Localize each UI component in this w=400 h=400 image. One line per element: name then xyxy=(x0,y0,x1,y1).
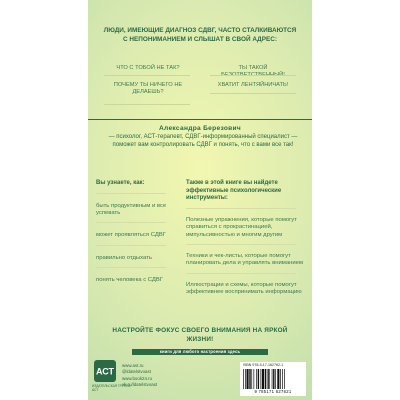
tools-item: Иллюстрации и схемы, которые помогут эффективнее воспринимать информацию xyxy=(186,281,302,296)
intro-text: ЛЮДИ, ИМЕЮЩИЕ ДИАГНОЗ СДВГ, ЧАСТО СТАЛКИВАЮТСЯ С НЕПОНИМАНИЕМ И СЛЫШАТ В СВОЙ АДРЕС: xyxy=(103,27,297,43)
book-back-cover xyxy=(88,0,312,400)
author-description: — психолог, АСТ-терапевт, СДВГ-информированный специалист — поможет вам контролировать СДВГ и понять, что с вами все так! xyxy=(108,134,298,148)
barcode-stripe xyxy=(262,369,264,389)
barcode-stripe xyxy=(256,369,257,389)
learn-heading: Вы узнаете, как: xyxy=(96,180,145,186)
barcode-stripe xyxy=(261,369,262,389)
quote-3: ПОЧЕМУ ТЫ НИЧЕГО НЕ ДЕЛАЕШЬ? xyxy=(113,82,183,96)
learn-divider xyxy=(96,245,166,246)
author-name: Александра Березович xyxy=(158,125,242,132)
quote-divider xyxy=(104,75,190,76)
quote-divider xyxy=(104,104,190,105)
learn-divider xyxy=(96,222,166,223)
barcode-stripe xyxy=(243,369,244,389)
learn-divider xyxy=(96,193,166,194)
barcode-number: 9 785171 627621 xyxy=(254,389,292,394)
learn-item: понять человека с СДВГ xyxy=(96,277,164,284)
quote-divider xyxy=(210,93,296,94)
tools-divider xyxy=(186,208,296,209)
barcode-stripe xyxy=(273,369,274,389)
barcode-stripe xyxy=(277,369,279,389)
barcode-stripe xyxy=(282,369,283,389)
quote-4: ХВАТИТ ЛЕНТЯЙНИЧАТЬ! xyxy=(217,82,289,88)
barcode-stripe xyxy=(275,369,276,389)
learn-item: правильно отдыхать xyxy=(96,254,152,261)
link-text: www.book24.ru xyxy=(122,375,153,381)
learn-divider xyxy=(96,267,166,268)
call-to-action: НАСТРОЙТЕ ФОКУС СВОЕГО ВНИМАНИЯ НА ЯРКОЙ ЖИЗНИ! xyxy=(112,327,288,343)
barcode-stripe xyxy=(268,369,269,389)
quote-1: ЧТО С ТОБОЙ НЕ ТАК? xyxy=(116,65,180,71)
barcode-stripe xyxy=(251,369,252,389)
publisher-links xyxy=(122,363,157,389)
barcode-icon xyxy=(243,369,303,389)
ast-logo-icon xyxy=(94,360,116,382)
barcode-stripe xyxy=(249,369,250,389)
publisher-caption: ИЗДАТЕЛЬСКАЯ ГРУППА АСТ xyxy=(92,384,131,392)
barcode-stripe xyxy=(284,369,285,389)
barcode-stripe xyxy=(280,369,281,389)
barcode-stripe xyxy=(258,369,259,389)
barcode-stripe xyxy=(265,369,266,389)
logo-text: АСТ xyxy=(95,366,115,377)
isbn-text: ISBN 978-5-17-162762-1 xyxy=(243,363,284,367)
tools-column xyxy=(186,180,306,297)
tools-divider xyxy=(186,244,296,245)
series-banner: книги для любого настроения здесь xyxy=(132,349,268,355)
tools-heading: Также в этой книге вы найдете эффективные психологические инструменты: xyxy=(186,180,282,202)
barcode-stripe xyxy=(247,369,249,389)
tools-item: Техники и чек-листы, которые помогут планировать дела и управлять вниманием xyxy=(186,253,303,267)
learn-item: быть продуктивным и все успевать xyxy=(96,202,167,216)
link-text: @ldatelstvoast xyxy=(122,369,151,375)
link-text: www.ast.ru xyxy=(122,363,144,368)
barcode-block xyxy=(240,362,306,396)
author-divider xyxy=(88,119,312,120)
barcode-stripe xyxy=(245,369,246,389)
quote-2: ТЫ ТАКОЙ xyxy=(238,65,268,71)
quote-divider xyxy=(210,75,296,76)
link-text: vk.ru/ldatelstvoast xyxy=(122,382,158,388)
barcode-stripe xyxy=(267,369,268,389)
tools-divider xyxy=(186,273,296,274)
learn-item: может проявляться СДВГ xyxy=(96,232,166,239)
barcode-stripe xyxy=(254,369,255,389)
barcode-stripe xyxy=(272,369,273,389)
learn-column xyxy=(96,180,178,285)
tools-item: Полезные упражнения, которые помогут справиться с прокрастинацией, импульсивностью и многим другим xyxy=(186,216,297,238)
